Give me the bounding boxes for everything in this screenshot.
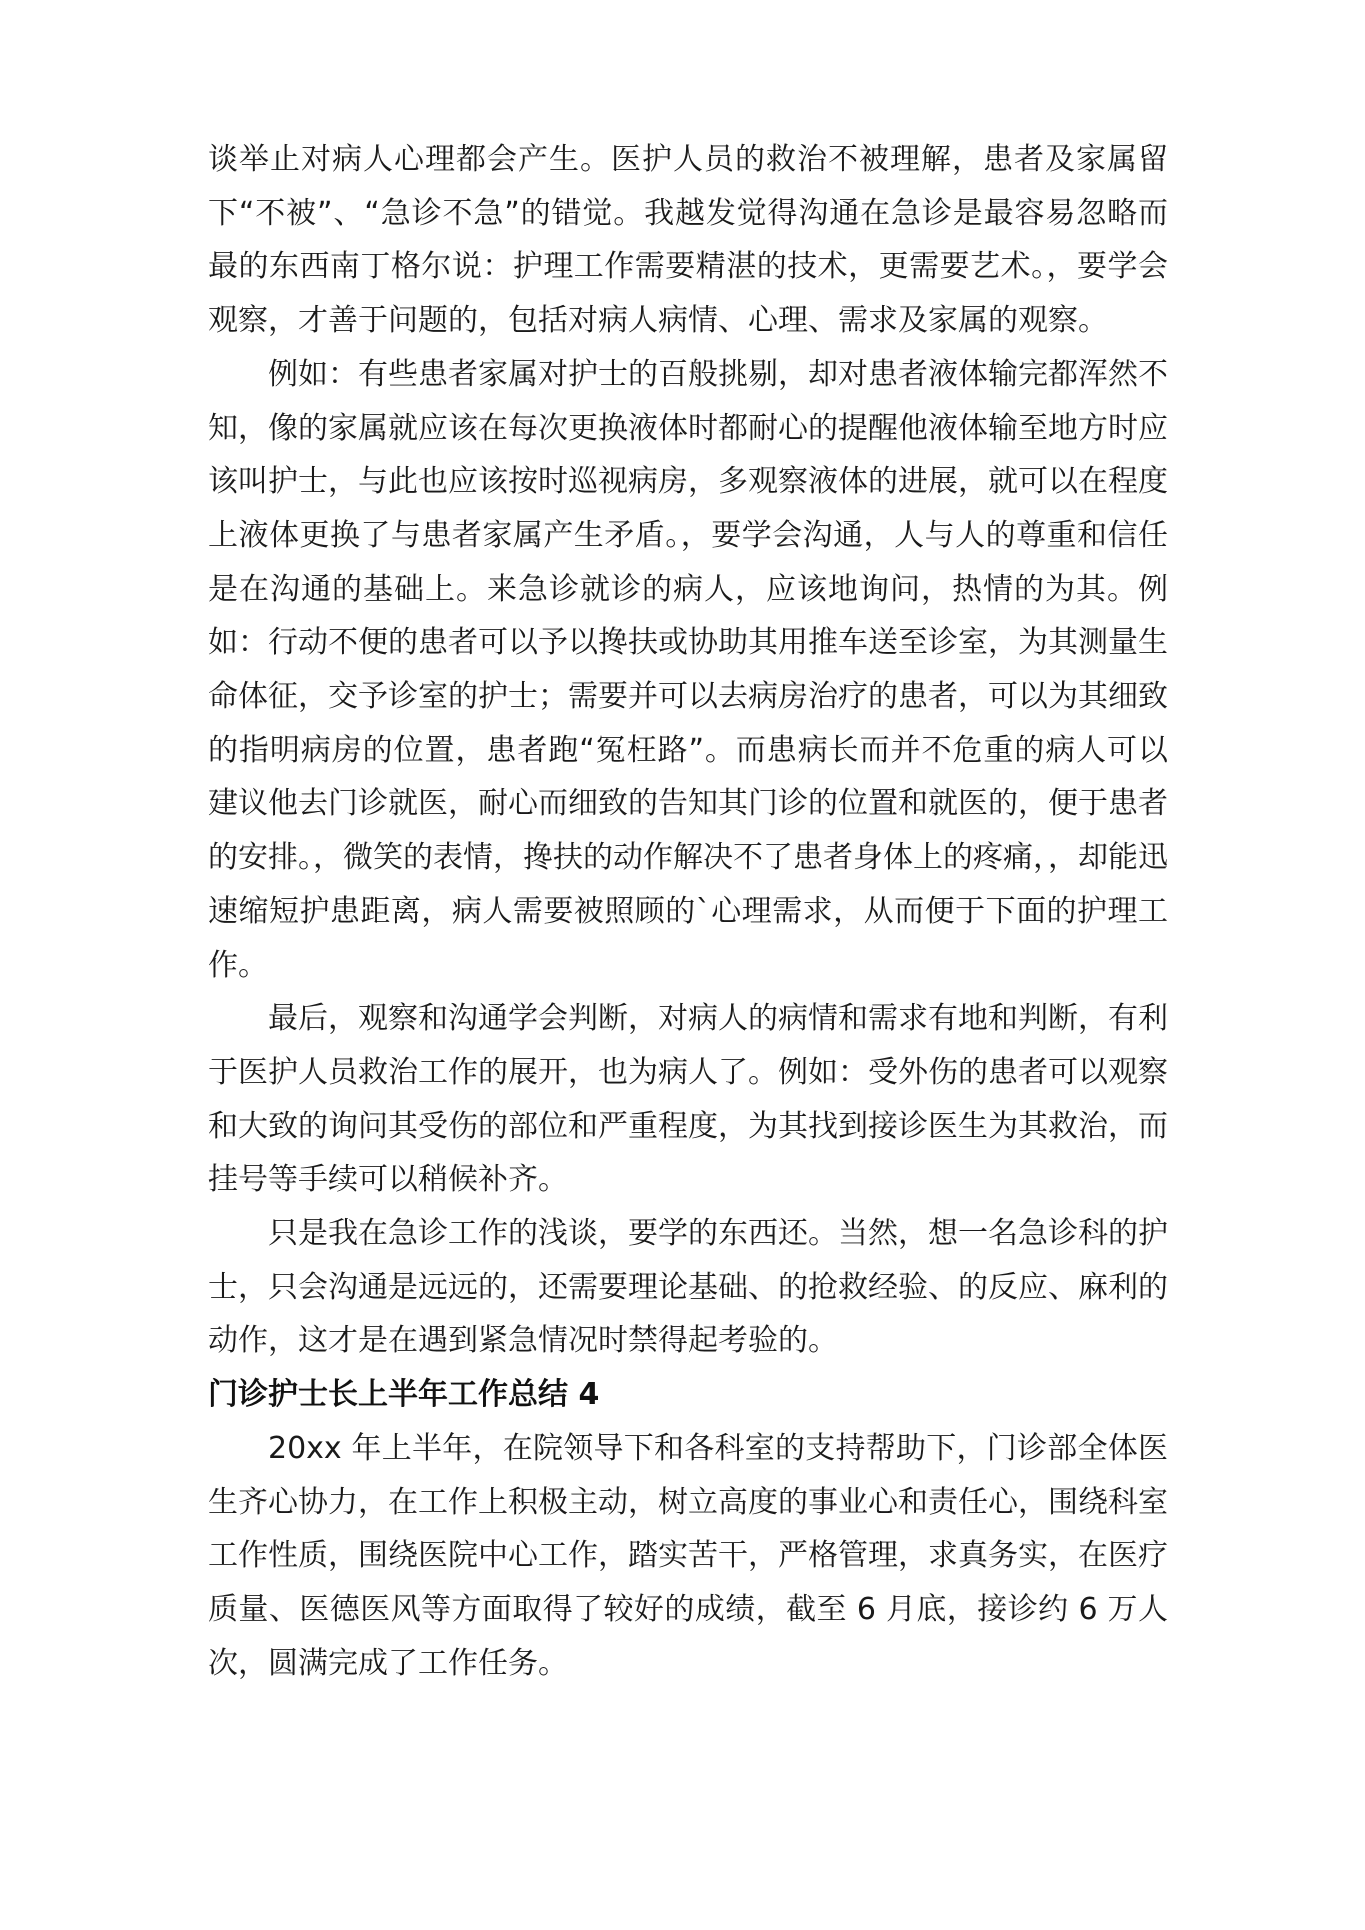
paragraph-summary-intro: 20xx 年上半年，在院领导下和各科室的支持帮助下，门诊部全体医生齐心协力，在工作上积极主动，树立高度的事业心和责任心，围绕科室工作性质，围绕医院中心工作，踏实苦干，严格管理，求真务实，在医疗质量、医德医风等方面取得了较好的成绩，截至 6 月底，接诊约 6 万人次，圆满完成了工作任务。: [208, 1430, 1168, 1681]
paragraph-observation: 谈举止对病人心理都会产生。医护人员的救治不被理解，患者及家属留下“不被”、“急诊不急”的错觉。我越发觉得沟通在急诊是最容易忽略而最的东西南丁格尔说：护理工作需要精湛的技术，更需要艺术。，要学会观察，才善于问题的，包括对病人病情、心理、需求及家属的观察。: [208, 142, 1168, 339]
document-body: [208, 133, 1168, 1690]
paragraph-conclusion: 只是我在急诊工作的浅谈，要学的东西还。当然，想一名急诊科的护士，只会沟通是远远的，还需要理论基础、的抢救经验、的反应、麻利的动作，这才是在遇到紧急情况时禁得起考验的。: [208, 1216, 1168, 1359]
section-heading: 门诊护士长上半年工作总结 4: [208, 1377, 600, 1413]
paragraph-judgment: 最后，观察和沟通学会判断，对病人的病情和需求有地和判断，有利于医护人员救治工作的展开，也为病人了。例如：受外伤的患者可以观察和大致的询问其受伤的部位和严重程度，为其找到接诊医生为其救治，而挂号等手续可以稍候补齐。: [208, 1001, 1168, 1198]
paragraph-communication-example: 例如：有些患者家属对护士的百般挑剔，却对患者液体输完都浑然不知，像的家属就应该在每次更换液体时都耐心的提醒他液体输至地方时应该叫护士，与此也应该按时巡视病房，多观察液体的进展，就可以在程度上液体更换了与患者家属产生矛盾。，要学会沟通，人与人的尊重和信任是在沟通的基础上。来急诊就诊的病人，应该地询问，热情的为其。例如：行动不便的患者可以予以搀扶或协助其用推车送至诊室，为其测量生命体征，交予诊室的护士；需要并可以去病房治疗的患者，可以为其细致的指明病房的位置，患者跑“冤枉路”。而患病长而并不危重的病人可以建议他去门诊就医，耐心而细致的告知其门诊的位置和就医的，便于患者的安排。，微笑的表情，搀扶的动作解决不了患者身体上的疼痛，，却能迅速缩短护患距离，病人需要被照顾的`心理需求，从而便于下面的护理工作。: [208, 356, 1168, 983]
